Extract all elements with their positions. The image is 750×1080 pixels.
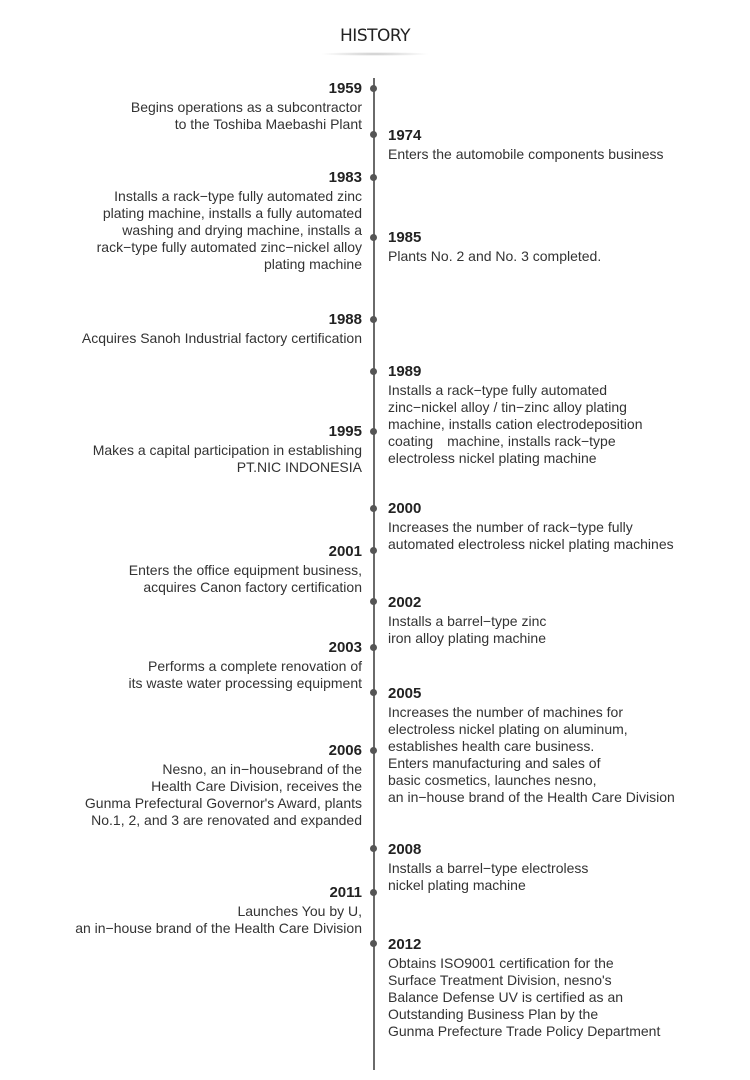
event-year: 2005	[388, 685, 422, 702]
event-description: Makes a capital participation in establishing PT.NIC INDONESIA	[92, 442, 362, 475]
event-description: Increases the number of rack−type fully automated electroless nickel plating machines	[388, 519, 674, 552]
event-year: 1974	[388, 127, 422, 144]
timeline-dot	[370, 368, 377, 375]
event-year: 2006	[328, 742, 362, 759]
timeline-dot	[370, 505, 377, 512]
timeline-entry	[32, 311, 362, 347]
timeline-dot	[370, 234, 377, 241]
timeline-entry	[32, 80, 362, 133]
event-year: 1985	[388, 229, 422, 246]
timeline-entry	[388, 229, 728, 265]
timeline-dot	[370, 174, 377, 181]
timeline-entry	[388, 936, 728, 1040]
timeline-dot	[370, 131, 377, 138]
event-year: 1988	[328, 311, 362, 328]
event-description: Performs a complete renovation of its waste water processing equipment	[128, 658, 362, 691]
timeline-entry	[388, 685, 728, 806]
timeline-entry	[388, 841, 728, 894]
event-description: Nesno, an in−housebrand of the Health Care Division, receives the Gunma Prefectural Governor's Award, plants No.1, 2, and 3 are renovated and expanded	[84, 761, 362, 828]
timeline-dot	[370, 689, 377, 696]
event-description: Acquires Sanoh Industrial factory certification	[81, 330, 362, 346]
timeline-entry	[388, 500, 728, 553]
timeline-entry	[32, 169, 362, 273]
timeline-dot	[370, 644, 377, 651]
event-year: 1989	[388, 363, 422, 380]
timeline-entry	[32, 423, 362, 476]
event-year: 2012	[388, 936, 422, 953]
event-description: Obtains ISO9001 certification for the Surface Treatment Division, nesno's Balance Defense UV is certified as an Outstanding Business Plan by the Gunma Prefecture Trade Policy Department	[388, 955, 661, 1039]
timeline-dot	[370, 940, 377, 947]
timeline-dot	[370, 547, 377, 554]
event-year: 2002	[388, 594, 422, 611]
event-year: 2011	[329, 884, 362, 901]
event-year: 2008	[388, 841, 422, 858]
timeline-entry	[32, 884, 362, 937]
event-year: 1995	[328, 423, 362, 440]
event-year: 2001	[328, 543, 362, 560]
event-description: Installs a rack−type fully automated zinc−nickel alloy / tin−zinc alloy plating machine, installs cation electrodeposition coating machine, installs rack−type electroless nickel plating machine	[388, 382, 643, 466]
event-year: 2003	[328, 639, 362, 656]
title-underline	[320, 52, 430, 56]
event-description: Enters the office equipment business, acquires Canon factory certification	[128, 562, 362, 595]
timeline-entry	[388, 127, 728, 163]
timeline-entry	[32, 639, 362, 692]
event-description: Installs a barrel−type zinc iron alloy plating machine	[388, 613, 547, 646]
timeline-dot	[370, 316, 377, 323]
event-description: Plants No. 2 and No. 3 completed.	[388, 248, 602, 264]
timeline-entry	[32, 742, 362, 829]
event-description: Increases the number of machines for electroless nickel plating on aluminum, establishes health care business. Enters manufacturing and sales of basic cosmetics, launches nesno, an in−house brand of the Health Care Division	[388, 704, 675, 805]
timeline-dot	[370, 889, 377, 896]
timeline-dot	[370, 85, 377, 92]
timeline-dot	[370, 428, 377, 435]
timeline-dot	[370, 747, 377, 754]
event-year: 1983	[328, 169, 362, 186]
timeline-axis	[373, 78, 375, 1070]
event-description: Installs a rack−type fully automated zinc plating machine, installs a fully automated washing and drying machine, installs a rack−type fully automated zinc−nickel alloy plating machine	[96, 188, 362, 272]
timeline-entry	[32, 543, 362, 596]
event-year: 1959	[328, 80, 362, 97]
timeline-dot	[370, 598, 377, 605]
timeline-entry	[388, 363, 728, 467]
event-description: Begins operations as a subcontractor to the Toshiba Maebashi Plant	[130, 99, 362, 132]
page-title: HISTORY	[340, 26, 410, 46]
timeline-dot	[370, 845, 377, 852]
event-description: Enters the automobile components business	[388, 146, 664, 162]
event-description: Installs a barrel−type electroless nickel plating machine	[388, 860, 589, 893]
event-description: Launches You by U, an in−house brand of the Health Care Division	[75, 903, 362, 936]
timeline-entry	[388, 594, 728, 647]
event-year: 2000	[388, 500, 422, 517]
